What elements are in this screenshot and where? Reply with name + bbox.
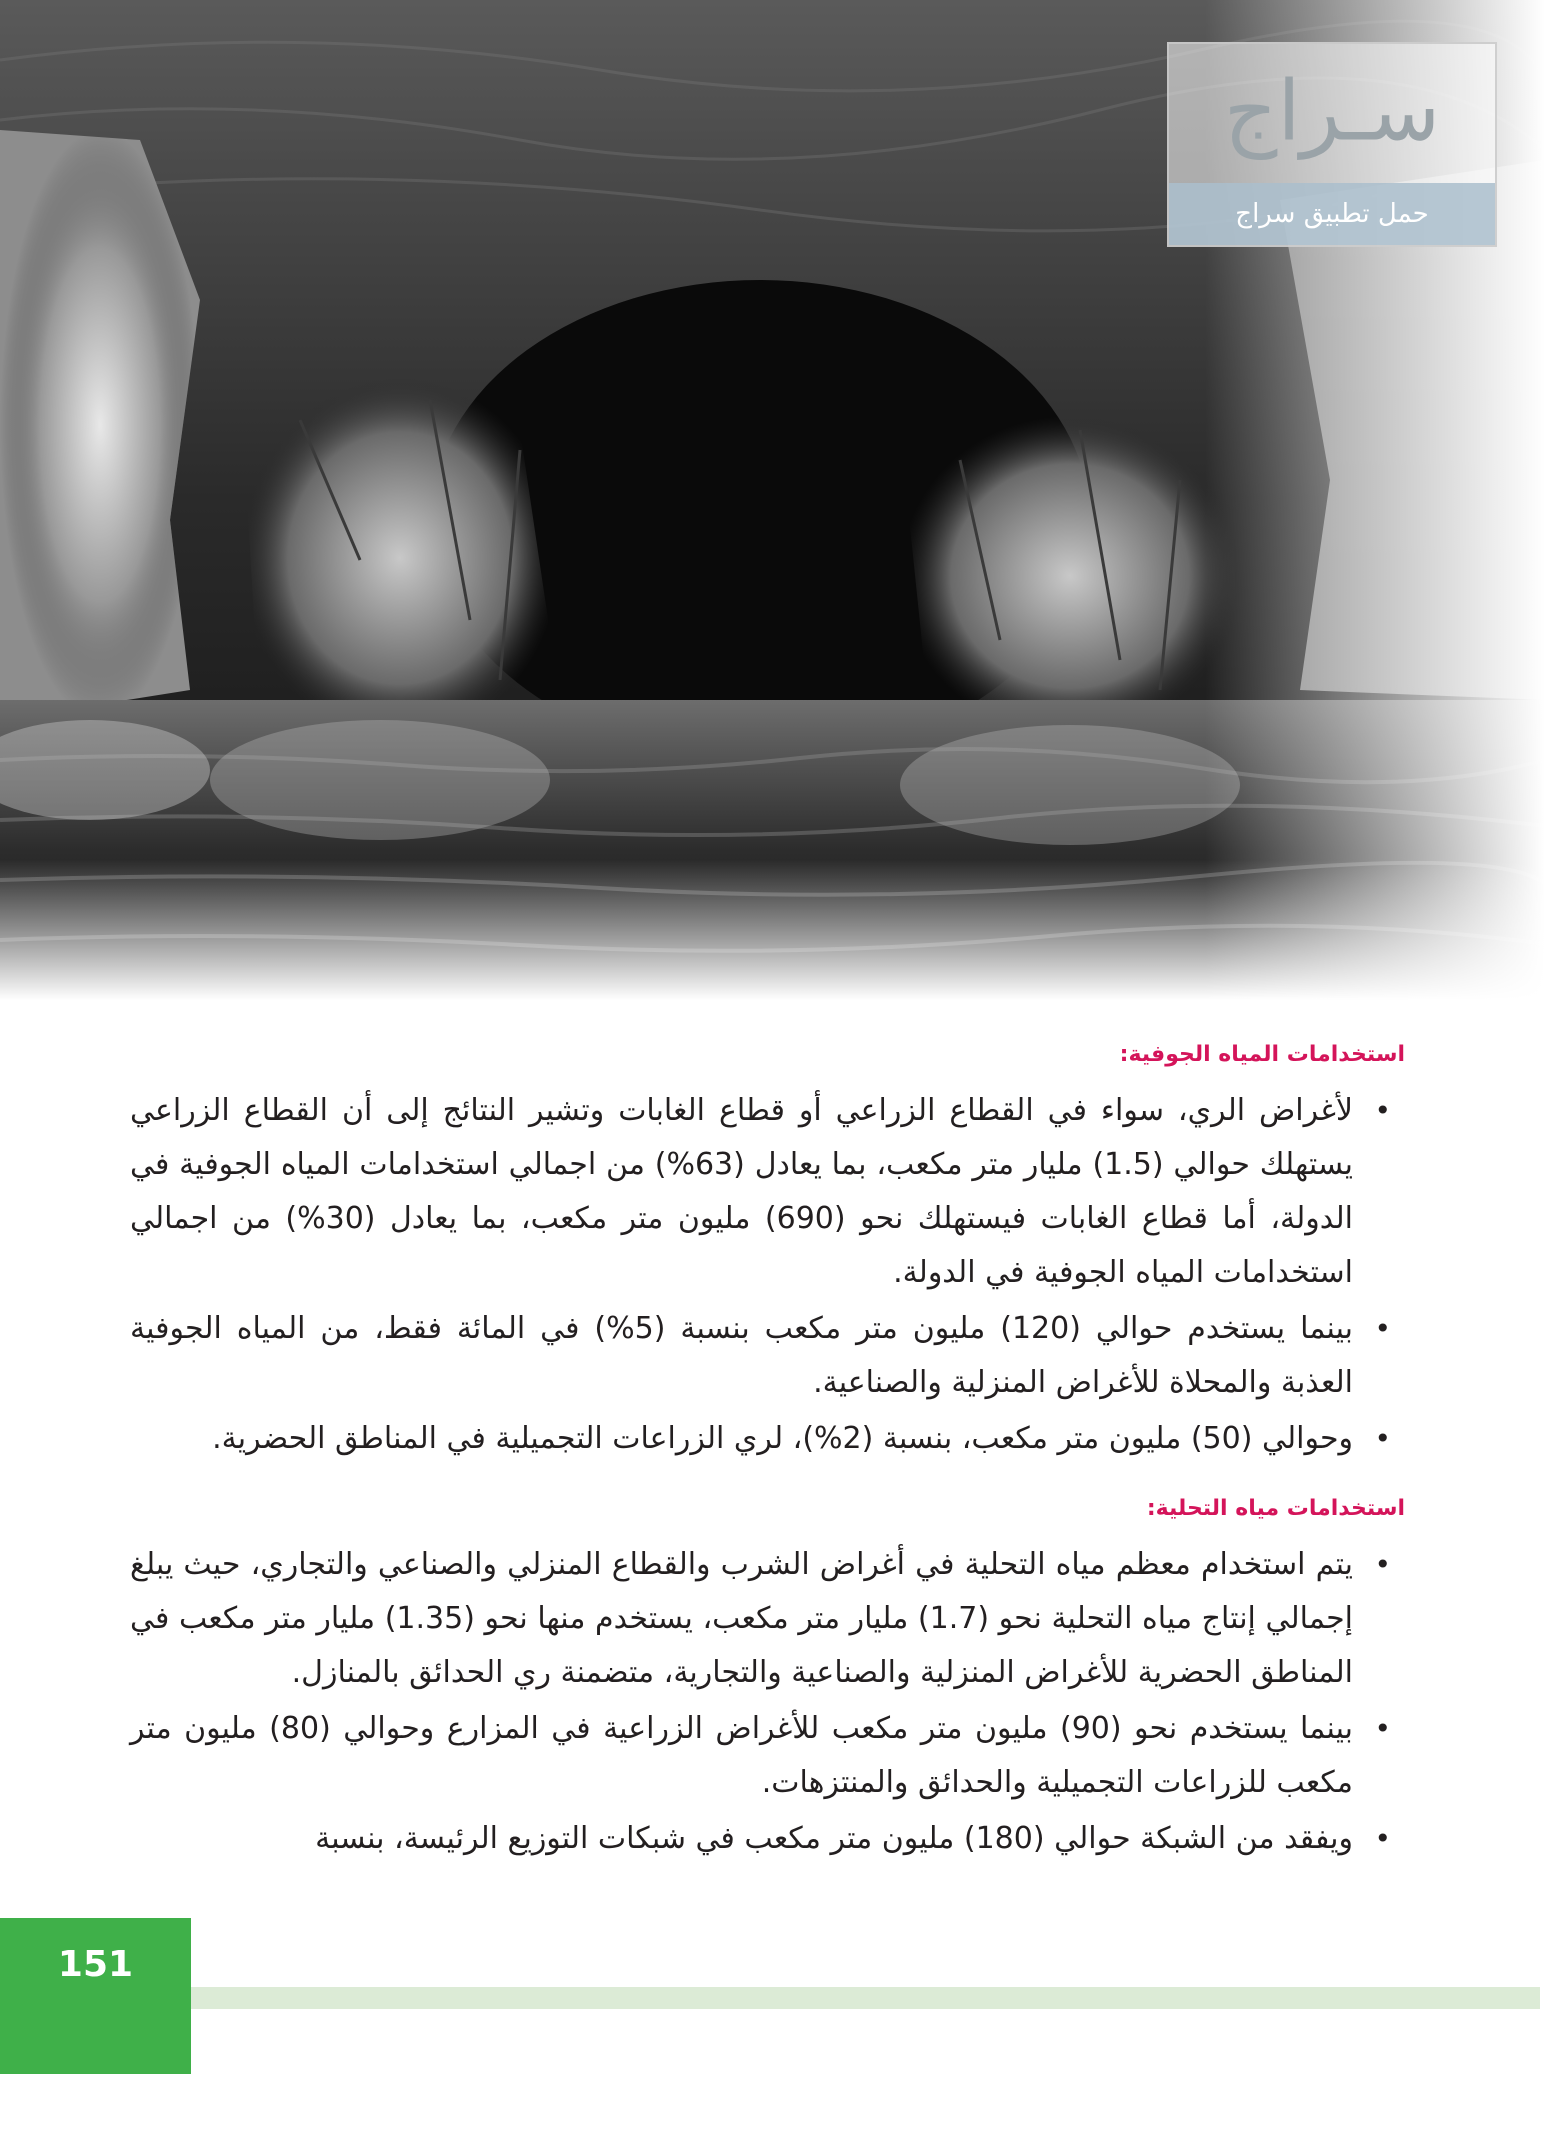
page-number-box [0, 1918, 191, 2074]
list-item-text: لأغراض الري، سواء في القطاع الزراعي أو قطاع الغابات وتشير النتائج إلى أن القطاع الزراعي يستهلك حوالي (1.5) مليار متر مكعب، بما يعادل (63%) من اجمالي استخدامات المياه الجوفية في الدولة، أما قطاع الغابات فيستهلك نحو (690) مليون متر مكعب، بما يعادل (30%) من اجمالي استخدامات المياه الجوفية في الدولة. [130, 1093, 1353, 1290]
bullet-icon: • [1374, 1822, 1391, 1855]
list-item [130, 1302, 1405, 1410]
bullet-icon: • [1374, 1712, 1391, 1745]
list-item-text: وحوالي (50) مليون متر مكعب، بنسبة (2%)، لري الزراعات التجميلية في المناطق الحضرية. [212, 1421, 1353, 1456]
bullet-icon: • [1374, 1548, 1391, 1581]
list-item-text: بينما يستخدم حوالي (120) مليون متر مكعب بنسبة (5%) في المائة فقط، من المياه الجوفية العذبة والمحلاة للأغراض المنزلية والصناعية. [130, 1311, 1354, 1400]
bullet-icon: • [1374, 1312, 1391, 1345]
section-title-desalination: استخدامات مياه التحلية: [1146, 1496, 1405, 1521]
footer-bar [191, 1987, 1540, 2009]
siraj-wordmark [1169, 58, 1495, 168]
article-body [130, 1040, 1405, 1868]
list-item [130, 1538, 1405, 1700]
siraj-logo [1167, 42, 1497, 247]
desalination-list [130, 1538, 1405, 1866]
list-item-text: ويفقد من الشبكة حوالي (180) مليون متر مكعب في شبكات التوزيع الرئيسة، بنسبة [315, 1821, 1353, 1856]
page-number: 151 [57, 1944, 134, 1985]
bullet-icon: • [1374, 1422, 1391, 1455]
list-item-text: بينما يستخدم نحو (90) مليون متر مكعب للأغراض الزراعية في المزارع وحوالي (80) مليون متر مكعب للزراعات التجميلية والحدائق والمنتزهات. [130, 1711, 1353, 1800]
logo-wordmark-text: سـراج [1223, 62, 1441, 160]
list-item [130, 1084, 1405, 1300]
list-item [130, 1812, 1405, 1866]
list-item [130, 1412, 1405, 1466]
list-item-text: يتم استخدام معظم مياه التحلية في أغراض الشرب والقطاع المنزلي والصناعي والتجاري، حيث يبلغ إجمالي إنتاج مياه التحلية نحو (1.7) مليار متر مكعب، يستخدم منها نحو (1.35) مليار متر مكعب في المناطق الحضرية للأغراض المنزلية والصناعية والتجارية، متضمنة ري الحدائق بالمنازل. [130, 1547, 1353, 1690]
groundwater-list [130, 1084, 1405, 1466]
bullet-icon: • [1374, 1094, 1391, 1127]
logo-tagline: حمل تطبيق سراج [1169, 183, 1495, 245]
list-item [130, 1702, 1405, 1810]
section-title-groundwater: استخدامات المياه الجوفية: [1119, 1042, 1405, 1067]
